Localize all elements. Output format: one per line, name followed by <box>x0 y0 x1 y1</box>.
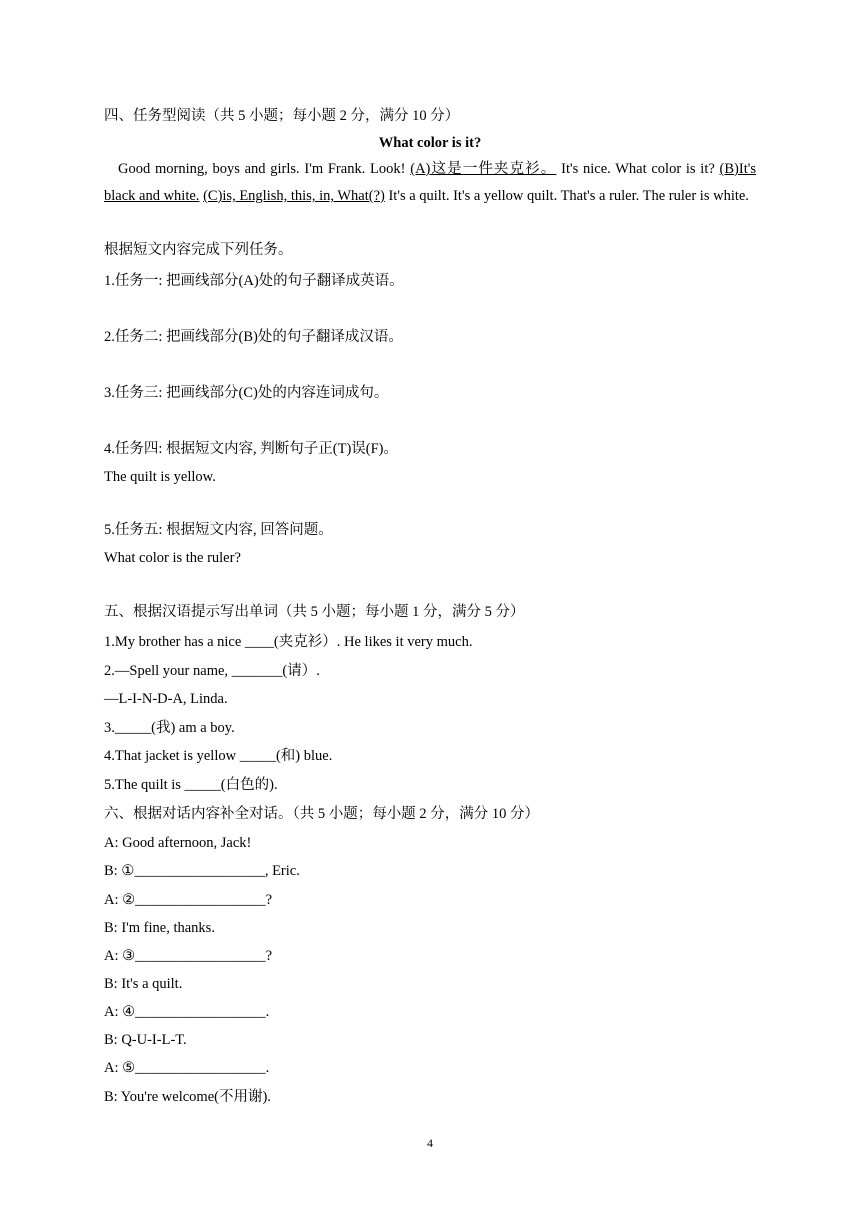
word-item-2: 2.—Spell your name, _______(请）. <box>104 663 320 679</box>
task-4: 4.任务四: 根据短文内容, 判断句子正(T)误(F)。 <box>104 441 399 457</box>
section-6-heading: 六、根据对话内容补全对话。（共 5 小题；每小题 2 分，满分 10 分） <box>104 806 539 822</box>
dialogue-line: A: ④__________________. <box>104 1004 270 1020</box>
section-4-heading: 四、任务型阅读（共 5 小题；每小题 2 分，满分 10 分） <box>104 108 460 124</box>
passage-text-2: It's nice. What color is it? <box>556 161 720 177</box>
word-item-4: 4.That jacket is yellow _____(和) blue. <box>104 748 333 764</box>
section-5-heading: 五、根据汉语提示写出单词（共 5 小题；每小题 1 分，满分 5 分） <box>104 604 525 620</box>
task-1: 1.任务一: 把画线部分(A)处的句子翻译成英语。 <box>104 273 404 289</box>
passage-title: What color is it? <box>378 135 482 151</box>
dialogue-line: B: You're welcome(不用谢). <box>104 1089 271 1105</box>
reading-passage <box>104 156 756 210</box>
dialogue-line: A: Good afternoon, Jack! <box>104 835 252 851</box>
passage-underline-c: (C)is, English, this, in, What(?) <box>203 188 385 204</box>
task-4-statement: The quilt is yellow. <box>104 469 216 485</box>
word-item-1: 1.My brother has a nice ____(夹克衫）. He likes it very much. <box>104 634 473 650</box>
passage-text-1: Good morning, boys and girls. I'm Frank. Look! <box>118 161 411 177</box>
task-3: 3.任务三: 把画线部分(C)处的内容连词成句。 <box>104 385 389 401</box>
dialogue-line: B: Q-U-I-L-T. <box>104 1032 187 1048</box>
dialogue-line: B: I'm fine, thanks. <box>104 920 215 936</box>
task-5: 5.任务五: 根据短文内容, 回答问题。 <box>104 522 333 538</box>
dialogue-line: A: ⑤__________________. <box>104 1060 270 1076</box>
dialogue-line: B: ①__________________, Eric. <box>104 863 300 879</box>
word-item-3: 3._____(我) am a boy. <box>104 720 235 736</box>
task-2: 2.任务二: 把画线部分(B)处的句子翻译成汉语。 <box>104 329 403 345</box>
passage-underline-b: (B)It's black and white. <box>104 161 756 204</box>
task-5-question: What color is the ruler? <box>104 550 241 566</box>
word-item-5: 5.The quilt is _____(白色的). <box>104 777 278 793</box>
passage-underline-a: (A)这是一件夹克衫。 <box>410 161 557 177</box>
page-number: 4 <box>427 1136 433 1150</box>
dialogue-line: B: It's a quilt. <box>104 976 183 992</box>
word-item-2-answer: —L-I-N-D-A, Linda. <box>104 691 228 707</box>
task-instruction: 根据短文内容完成下列任务。 <box>104 242 293 258</box>
passage-text-4: It's a quilt. It's a yellow quilt. That's a ruler. The ruler is white. <box>384 188 749 204</box>
dialogue-line: A: ②__________________? <box>104 892 273 908</box>
dialogue-line: A: ③__________________? <box>104 948 273 964</box>
